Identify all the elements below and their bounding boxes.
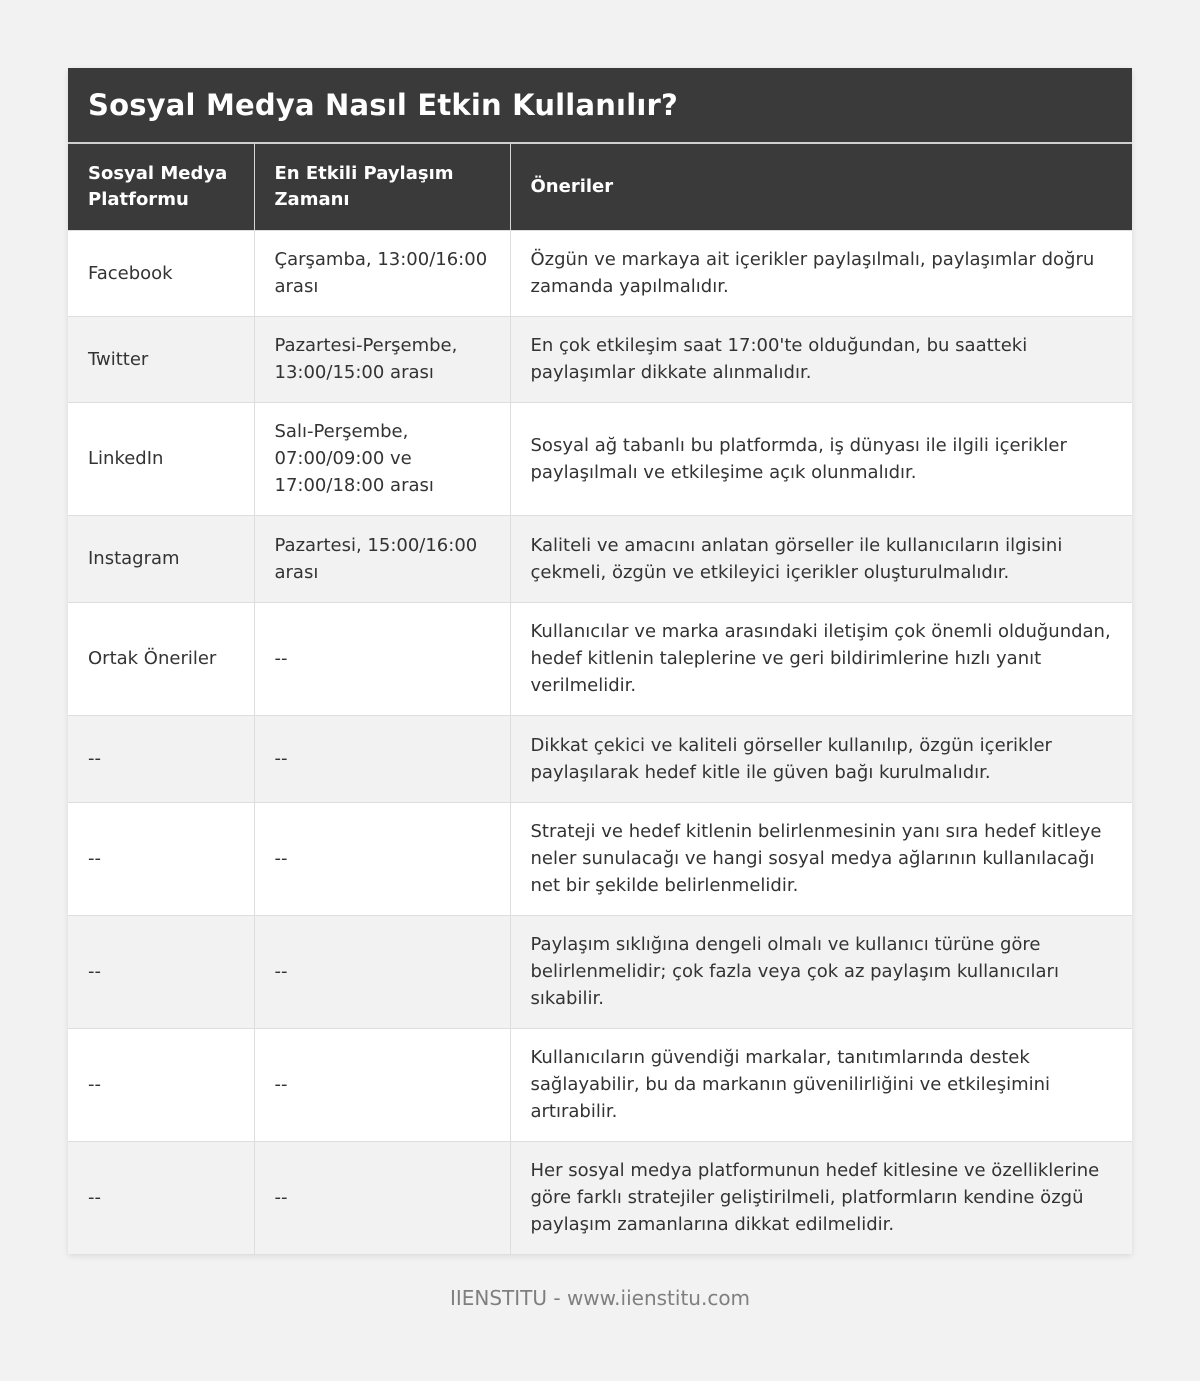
cell-platform: Facebook — [68, 230, 254, 316]
cell-time: -- — [254, 915, 510, 1028]
cell-time: -- — [254, 602, 510, 715]
cell-time: -- — [254, 1141, 510, 1254]
table-row — [68, 715, 1132, 802]
cell-platform: -- — [68, 802, 254, 915]
content-card — [68, 68, 1132, 1254]
cell-time: -- — [254, 802, 510, 915]
cell-time: Pazartesi, 15:00/16:00 arası — [254, 515, 510, 602]
cell-advice: Özgün ve markaya ait içerikler paylaşılmalı, paylaşımlar doğru zamanda yapılmalıdır. — [510, 230, 1132, 316]
cell-advice: Her sosyal medya platformunun hedef kitlesine ve özelliklerine göre farklı stratejiler geliştirilmeli, platformların kendine özgü paylaşım zamanlarına dikkat edilmelidir. — [510, 1141, 1132, 1254]
cell-platform: Instagram — [68, 515, 254, 602]
title-bar — [68, 68, 1132, 144]
header-advice: Öneriler — [530, 175, 614, 197]
footer-credit: IIENSTITU - www.iienstitu.com — [449, 1286, 751, 1310]
table-row — [68, 402, 1132, 515]
table-header-row — [68, 144, 1132, 230]
cell-advice: Dikkat çekici ve kaliteli görseller kullanılıp, özgün içerikler paylaşılarak hedef kitle ile güven bağı kurulmalıdır. — [510, 715, 1132, 802]
cell-platform: -- — [68, 1028, 254, 1141]
header-platform: Sosyal Medya Platformu — [68, 144, 254, 230]
page-title: Sosyal Medya Nasıl Etkin Kullanılır? — [88, 88, 679, 122]
header-time: En Etkili Paylaşım Zamanı — [254, 144, 510, 230]
cell-advice: Kullanıcılar ve marka arasındaki iletişim çok önemli olduğundan, hedef kitlenin taleplerine ve geri bildirimlerine hızlı yanıt verilmelidir. — [510, 602, 1132, 715]
cell-time: -- — [254, 1028, 510, 1141]
table-row — [68, 1028, 1132, 1141]
cell-platform: -- — [68, 915, 254, 1028]
social-media-table — [68, 144, 1132, 1254]
table-row — [68, 515, 1132, 602]
table-row — [68, 915, 1132, 1028]
cell-advice: Strateji ve hedef kitlenin belirlenmesinin yanı sıra hedef kitleye neler sunulacağı ve hangi sosyal medya ağlarının kullanılacağı net bir şekilde belirlenmelidir. — [510, 802, 1132, 915]
table-row — [68, 316, 1132, 402]
cell-platform: Ortak Öneriler — [68, 602, 254, 715]
cell-platform: LinkedIn — [68, 402, 254, 515]
cell-platform: -- — [68, 715, 254, 802]
cell-platform: Twitter — [68, 316, 254, 402]
cell-advice: Sosyal ağ tabanlı bu platformda, iş dünyası ile ilgili içerikler paylaşılmalı ve etkileşime açık olunmalıdır. — [510, 402, 1132, 515]
cell-advice: Kullanıcıların güvendiği markalar, tanıtımlarında destek sağlayabilir, bu da markanın güvenilirliğini ve etkileşimini artırabilir. — [510, 1028, 1132, 1141]
cell-platform: -- — [68, 1141, 254, 1254]
cell-time: Salı-Perşembe, 07:00/09:00 ve 17:00/18:00 arası — [254, 402, 510, 515]
cell-time: -- — [254, 715, 510, 802]
cell-advice: Paylaşım sıklığına dengeli olmalı ve kullanıcı türüne göre belirlenmelidir; çok fazla veya çok az paylaşım kullanıcıları sıkabilir. — [510, 915, 1132, 1028]
table-row — [68, 1141, 1132, 1254]
cell-time: Çarşamba, 13:00/16:00 arası — [254, 230, 510, 316]
cell-advice: En çok etkileşim saat 17:00'te olduğundan, bu saatteki paylaşımlar dikkate alınmalıdır. — [510, 316, 1132, 402]
cell-time: Pazartesi-Perşembe, 13:00/15:00 arası — [254, 316, 510, 402]
table-row — [68, 802, 1132, 915]
table-row — [68, 230, 1132, 316]
cell-advice: Kaliteli ve amacını anlatan görseller ile kullanıcıların ilgisini çekmeli, özgün ve etkileyici içerikler oluşturulmalıdır. — [510, 515, 1132, 602]
table-row — [68, 602, 1132, 715]
